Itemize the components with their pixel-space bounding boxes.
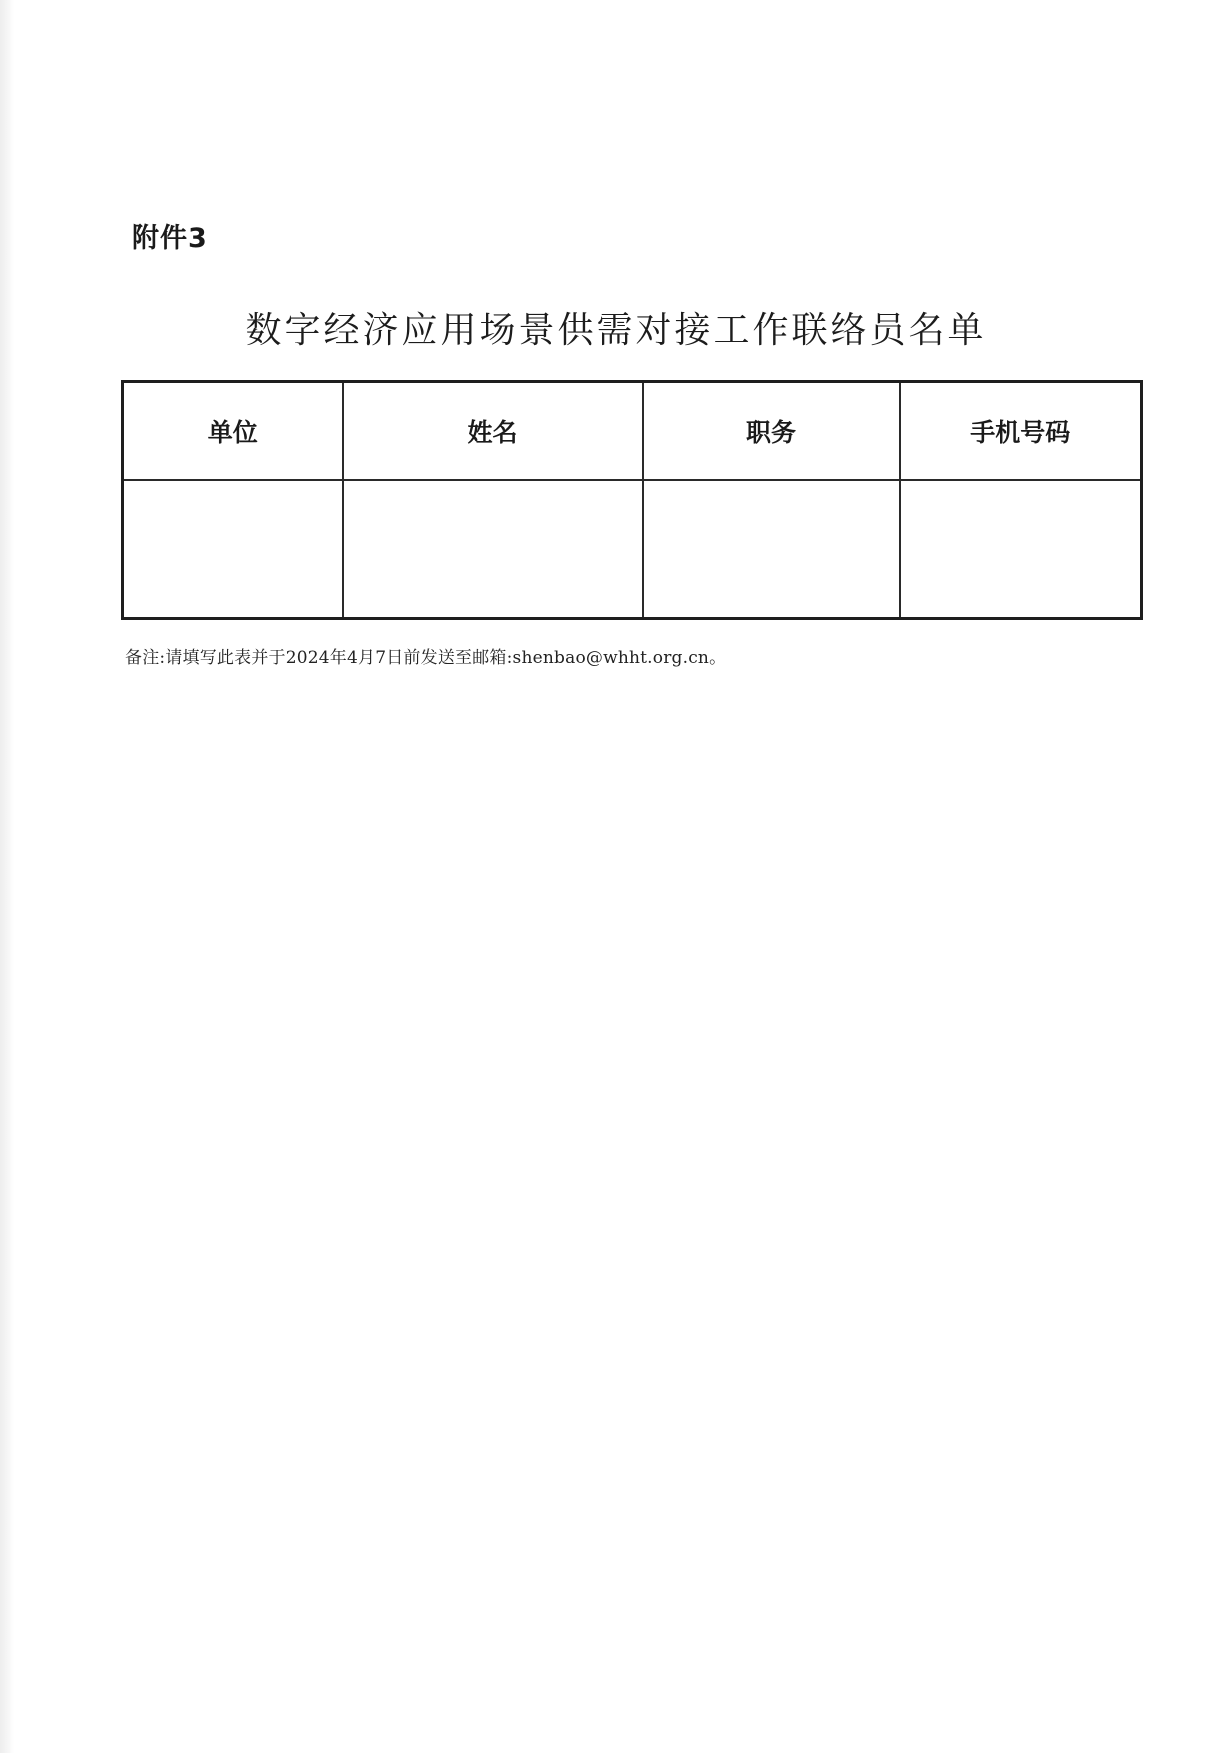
cell-name[interactable] bbox=[343, 480, 643, 619]
document-title: 数字经济应用场景供需对接工作联络员名单 bbox=[245, 310, 987, 351]
cell-phone[interactable] bbox=[900, 480, 1142, 619]
header-phone: 手机号码 bbox=[900, 382, 1142, 481]
header-name: 姓名 bbox=[343, 382, 643, 481]
header-unit: 单位 bbox=[123, 382, 343, 481]
footnote: 备注:请填写此表并于2024年4月7日前发送至邮箱:shenbao@whht.org.cn。 bbox=[125, 648, 727, 668]
cell-unit[interactable] bbox=[123, 480, 343, 619]
table-header-row bbox=[123, 382, 1142, 481]
contact-table bbox=[121, 380, 1143, 620]
scan-edge-shadow bbox=[0, 0, 14, 1753]
attachment-label: 附件3 bbox=[132, 223, 208, 254]
header-position: 职务 bbox=[643, 382, 900, 481]
cell-position[interactable] bbox=[643, 480, 900, 619]
table-row bbox=[123, 480, 1142, 619]
